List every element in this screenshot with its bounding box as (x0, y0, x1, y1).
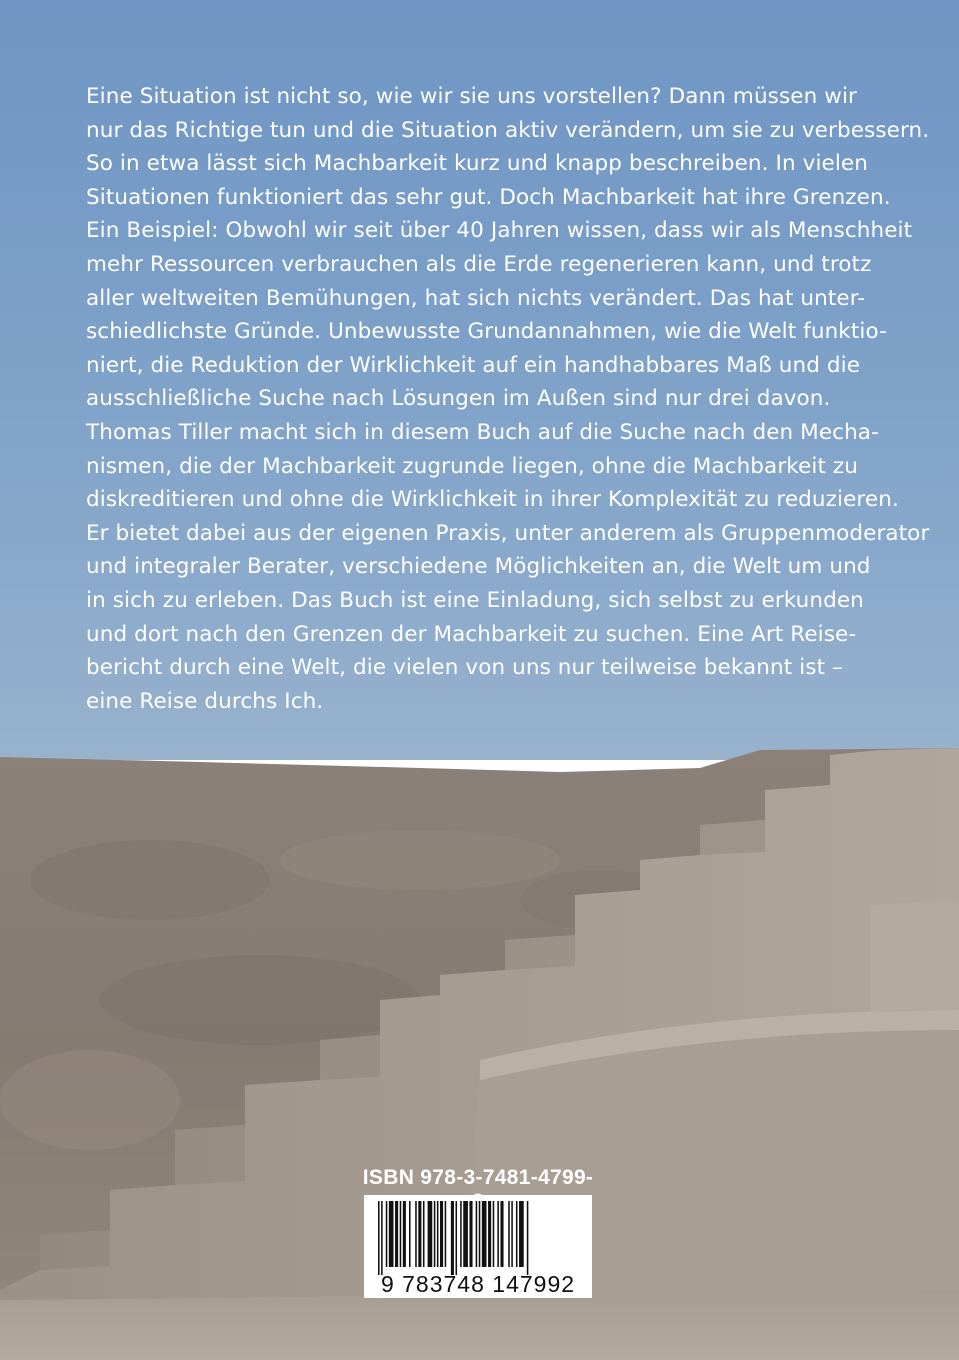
barcode-bar (403, 1201, 406, 1267)
blurb-line: Situationen funktioniert das sehr gut. Doch Machbarkeit hat ihre Grenzen. (86, 184, 891, 210)
barcode-bar (493, 1201, 495, 1267)
barcode-bar (378, 1201, 380, 1275)
isbn-block (358, 1163, 598, 1300)
barcode-bar (418, 1201, 421, 1267)
isbn-label: ISBN 978-3-7481-4799- (362, 1166, 594, 1189)
barcode-bar (500, 1201, 503, 1267)
barcode-bar (508, 1201, 510, 1267)
barcode-bar (519, 1201, 524, 1267)
blurb-line: Er bietet dabei aus der eigenen Praxis, unter anderem als Gruppenmoderator (86, 520, 930, 546)
barcode-bar (460, 1201, 462, 1267)
blurb-line: So in etwa lässt sich Machbarkeit kurz und knapp beschreiben. In vielen (86, 151, 868, 177)
barcode-bar (451, 1201, 454, 1275)
back-cover-blurb (86, 80, 930, 718)
barcode-bar (445, 1201, 447, 1267)
barcode-bar (479, 1201, 481, 1267)
barcode-bar (415, 1201, 417, 1267)
barcode-bar (434, 1201, 436, 1267)
upper-block (870, 900, 959, 1012)
blurb-line: Thomas Tiller macht sich in diesem Buch auf die Suche nach den Mecha- (86, 419, 879, 445)
barcode-bar (423, 1201, 425, 1267)
blurb-line: Ein Beispiel: Obwohl wir seit über 40 Jahren wissen, dass wir als Menschheit (86, 218, 913, 244)
barcode-bar (527, 1201, 529, 1275)
blurb-line: bericht durch eine Welt, die vielen von uns nur teilweise bekannt ist – (86, 655, 843, 681)
barcode-bar (456, 1201, 458, 1275)
blurb-line: nur das Richtige tun und die Situation aktiv verändern, um sie zu verbessern. (86, 117, 930, 143)
blurb-line: diskreditieren und ohne die Wirklichkeit in ihrer Komplexität zu reduzieren. (86, 487, 899, 513)
barcode-bar (440, 1201, 443, 1267)
blurb-line: ausschließliche Suche nach Lösungen im Außen sind nur drei davon. (86, 386, 831, 412)
barcode-bar (395, 1201, 398, 1267)
barcode-digits: 9 783748 147992 (380, 1271, 576, 1297)
blurb-line: nismen, die der Machbarkeit zugrunde liegen, ohne die Machbarkeit zu (86, 453, 859, 479)
blurb-line: und integraler Berater, verschiedene Möglichkeiten an, die Welt um und (86, 554, 871, 580)
barcode-bar (497, 1201, 499, 1267)
barcode-bar (386, 1201, 388, 1267)
blurb-line: in sich zu erleben. Das Buch ist eine Einladung, sich selbst zu erkunden (86, 587, 864, 613)
barcode-bar (400, 1201, 402, 1267)
barcode-bar (409, 1201, 411, 1267)
blurb-line: mehr Ressourcen verbrauchen als die Erde regenerieren kann, und trotz (86, 251, 872, 277)
barcode (364, 1195, 592, 1298)
barcode-bar (428, 1201, 433, 1267)
blurb-line: niert, die Reduktion der Wirklichkeit auf ein handhabbares Maß und die (86, 352, 861, 378)
ground (0, 1290, 959, 1360)
barcode-bar (511, 1201, 513, 1267)
barcode-bar (476, 1201, 478, 1267)
barcode-bar (463, 1201, 468, 1267)
barcode-bar (389, 1201, 394, 1267)
barcode-bar (469, 1201, 472, 1267)
barcode-bar (516, 1201, 518, 1267)
blurb-line: und dort nach den Grenzen der Machbarkeit zu suchen. Eine Art Reise- (86, 621, 857, 647)
blurb-line: Eine Situation ist nicht so, wie wir sie uns vorstellen? Dann müssen wir (86, 84, 857, 109)
barcode-bar (437, 1201, 439, 1267)
blurb-line: schiedlichste Gründe. Unbewusste Grundannahmen, wie die Welt funktio- (86, 319, 887, 345)
barcode-bar (482, 1201, 487, 1267)
blurb-line: aller weltweiten Bemühungen, hat sich nichts verändert. Das hat unter- (86, 285, 866, 311)
barcode-bars (364, 1195, 592, 1275)
barcode-bar (381, 1201, 383, 1275)
blurb-line: eine Reise durchs Ich. (86, 688, 324, 714)
barcode-bar (488, 1201, 491, 1267)
